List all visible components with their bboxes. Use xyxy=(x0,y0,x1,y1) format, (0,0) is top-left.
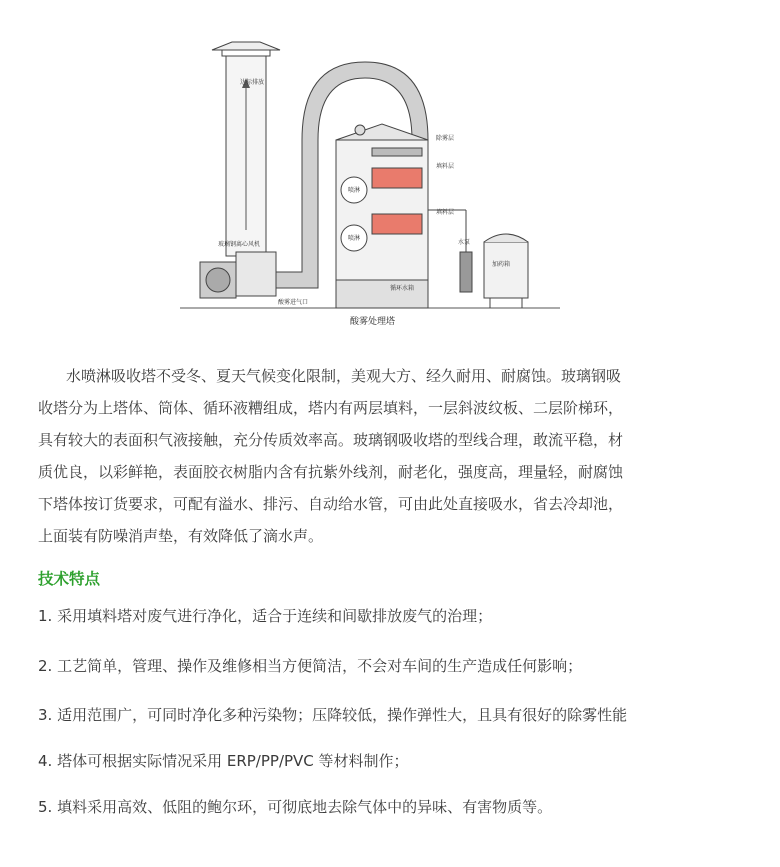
label-fan: 玻璃钢离心风机 xyxy=(218,241,261,248)
fan-housing xyxy=(236,252,276,296)
chimney-collar xyxy=(222,50,270,56)
dosing-tank xyxy=(484,242,528,298)
pump xyxy=(460,252,472,292)
intro-paragraph xyxy=(38,360,750,552)
feature-item: 2. 工艺简单，管理、操作及维修相当方便简洁，不会对车间的生产造成任何影响； xyxy=(38,657,583,675)
intro-line: 上面装有防噪消声垫，有效降低了滴水声。 xyxy=(38,527,324,545)
fan-wheel xyxy=(206,268,230,292)
label-packing-top: 填料层 xyxy=(436,163,455,170)
acid-mist-tower-diagram xyxy=(160,30,580,330)
chimney-cap xyxy=(212,42,280,50)
label-tank: 加药箱 xyxy=(492,261,511,268)
label-inlet: 酸雾进气口 xyxy=(278,299,309,306)
features-heading: 技术特点 xyxy=(38,570,101,588)
tower-vent xyxy=(355,125,365,135)
diagram-svg xyxy=(160,30,580,330)
demister-layer xyxy=(372,148,422,156)
intro-line: 具有较大的表面积气液接触，充分传质效率高。玻璃钢吸收塔的型线合理，敢流平稳，材 xyxy=(38,431,624,449)
circulation-tank xyxy=(336,280,428,308)
feature-item: 5. 填料采用高效、低阻的鲍尔环，可彻底地去除气体中的异味、有害物质等。 xyxy=(38,798,553,816)
diagram-title: 酸雾处理塔 xyxy=(350,317,396,327)
feature-item: 1. 采用填料塔对废气进行净化，适合于连续和间歇排放废气的治理； xyxy=(38,607,493,625)
label-demister: 除雾层 xyxy=(436,135,455,142)
feature-item: 4. 塔体可根据实际情况采用 ERP/PP/PVC 等材料制作； xyxy=(38,752,409,770)
feature-item: 3. 适用范围广，可同时净化多种污染物；压降较低，操作弹性大，且具有很好的除雾性能 xyxy=(38,706,628,724)
intro-line: 收塔分为上塔体、筒体、循环液糟组成，塔内有两层填料，一层斜波纹板、二层阶梯环， xyxy=(38,399,624,417)
label-exhaust: 达标排放 xyxy=(240,79,265,86)
label-packing-bottom: 填料层 xyxy=(436,209,455,216)
intro-line: 水喷淋吸收塔不受冬、夏天气候变化限制，美观大方、经久耐用、耐腐蚀。玻璃钢吸 xyxy=(66,367,622,385)
label-spray-top: 喷淋 xyxy=(348,187,361,194)
label-spray-bottom: 喷淋 xyxy=(348,235,361,242)
intro-line: 质优良，以彩鲜艳，表面胶衣树脂内含有抗紫外线剂，耐老化，强度高，理量轻，耐腐蚀 xyxy=(38,463,624,481)
label-circulation: 循环水箱 xyxy=(390,285,415,292)
packing-layer-bottom xyxy=(372,214,422,234)
packing-layer-top xyxy=(372,168,422,188)
label-pump: 水泵 xyxy=(458,239,471,246)
intro-line: 下塔体按订货要求，可配有溢水、排污、自动给水管，可由此处直接吸水，省去冷却池， xyxy=(38,495,624,513)
dosing-tank-lid xyxy=(484,234,528,242)
